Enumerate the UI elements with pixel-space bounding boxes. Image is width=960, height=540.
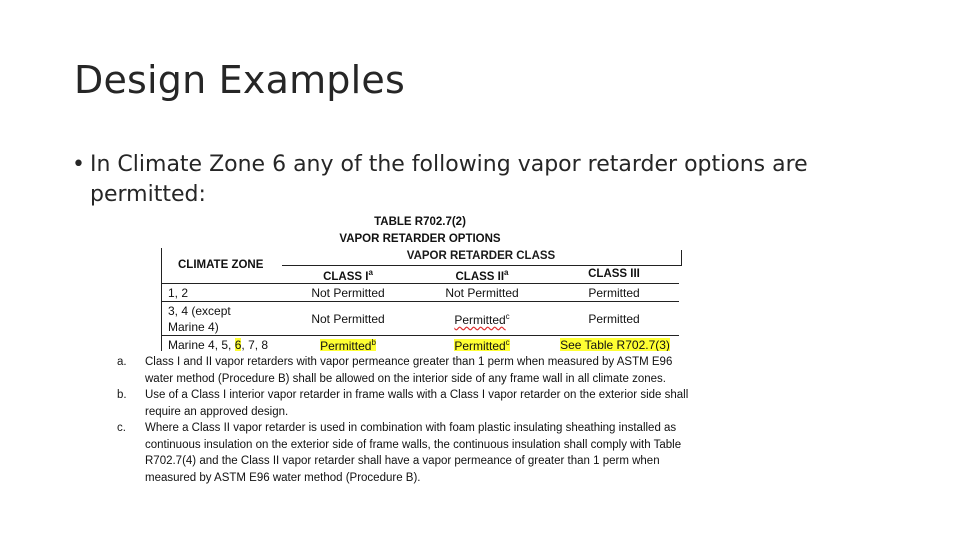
row1-zone: 1, 2 xyxy=(168,286,189,300)
row3-class2 xyxy=(430,338,534,351)
col-header-class2-label: CLASS II xyxy=(455,270,505,283)
footnote-c-line2: continuous insulation on the exterior side of frame walls, the continuous insulation shall comply with Table xyxy=(145,438,682,451)
col-header-class2-note: a xyxy=(504,268,509,277)
footnote-a-line2: water method (Procedure B) shall be allowed on the interior side of any frame wall in all climate zones. xyxy=(145,372,666,385)
row3-class2-label: Permitted xyxy=(454,339,506,351)
bullet-text-line1: In Climate Zone 6 any of the following vapor retarder options are xyxy=(90,152,808,177)
footnote-c xyxy=(145,420,765,486)
row2-class1: Not Permitted xyxy=(311,312,385,326)
row3-zone-b: , 7, 8 xyxy=(241,338,269,351)
table-border-left xyxy=(161,248,162,351)
footnote-a-line1: Class I and II vapor retarders with vapor permeance greater than 1 perm when measured by ASTM E96 xyxy=(145,356,673,368)
row2-zone-line2: Marine 4) xyxy=(168,320,219,334)
bullet-text-line2: permitted: xyxy=(90,182,206,207)
table-title: TABLE R702.7(2) xyxy=(374,216,466,228)
row2-class2-note: c xyxy=(505,312,510,321)
bullet-symbol: • xyxy=(72,152,85,177)
slide-title: Design Examples xyxy=(74,58,405,102)
row3-class3-label: See Table R702.7(3) xyxy=(560,338,670,351)
row1-class2: Not Permitted xyxy=(445,286,519,300)
row3-class1-note: b xyxy=(371,338,376,347)
col-header-zone: CLIMATE ZONE xyxy=(178,259,264,271)
col-header-class1-label: CLASS I xyxy=(323,270,369,283)
row3-class2-note: c xyxy=(505,338,510,347)
group-header: VAPOR RETARDER CLASS xyxy=(406,250,556,262)
row1-class3: Permitted xyxy=(588,286,640,300)
footnote-a-label: a. xyxy=(117,356,127,368)
row3-zone xyxy=(168,338,268,351)
footnote-a xyxy=(145,354,765,387)
table-rule-row1 xyxy=(161,301,679,302)
col-header-class3: CLASS III xyxy=(588,268,640,280)
row3-zone-a: Marine 4, 5, xyxy=(168,338,232,351)
footnote-c-label: c. xyxy=(117,422,126,434)
footnote-b xyxy=(145,387,765,420)
footnote-b-line2: require an approved design. xyxy=(145,405,289,418)
table-rule-group xyxy=(282,265,682,266)
col-header-class2 xyxy=(434,268,530,283)
footnote-c-line4: measured by ASTM E96 water method (Procedure B). xyxy=(145,471,421,484)
footnote-b-label: b. xyxy=(117,389,127,401)
footnote-b-line1: Use of a Class I interior vapor retarder in frame walls with a Class I vapor retarder on the exterior side shall xyxy=(145,389,689,401)
table-subtitle: VAPOR RETARDER OPTIONS xyxy=(339,233,501,245)
table-rule-header xyxy=(161,283,679,284)
row2-class3: Permitted xyxy=(588,312,640,326)
footnote-c-line3: R702.7(4) and the Class II vapor retarder shall have a vapor permeance of greater than 1 perm when xyxy=(145,455,660,467)
bullet-point xyxy=(72,150,872,210)
col-header-class1-note: a xyxy=(368,268,373,277)
row3-zone-highlight: 6 xyxy=(234,338,242,351)
row2-class2 xyxy=(430,312,534,327)
footnote-c-line1: Where a Class II vapor retarder is used in combination with foam plastic insulating sheathing installed as xyxy=(145,422,677,434)
col-header-class1 xyxy=(300,268,396,283)
row2-class2-label: Permitted xyxy=(454,313,506,327)
row3-class1 xyxy=(296,338,400,351)
row3-class1-label: Permitted xyxy=(320,339,372,351)
table-rule-row2 xyxy=(161,335,679,336)
row1-class1: Not Permitted xyxy=(311,286,385,300)
row3-class3 xyxy=(556,338,674,351)
table-border-right xyxy=(681,250,682,266)
row2-zone-line1: 3, 4 (except xyxy=(168,304,231,318)
